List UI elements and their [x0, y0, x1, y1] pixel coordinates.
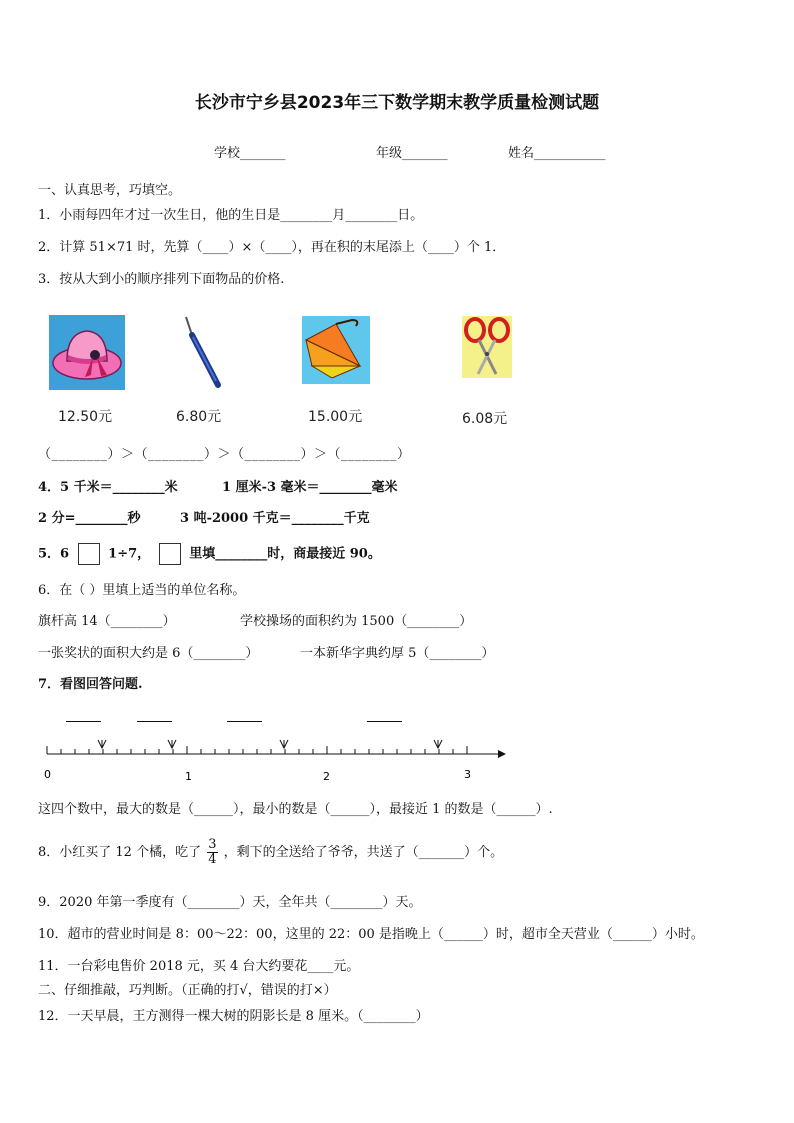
- question-9: 9．2020 年第一季度有（________）天，全年共（________）天。: [38, 895, 422, 910]
- question-6d: 一本新华字典约厚 5（________）: [300, 646, 495, 661]
- page-title: 长沙市宁乡县2023年三下数学期末教学质量检测试题: [194, 93, 600, 113]
- question-7: 7．看图回答问题.: [38, 677, 143, 692]
- question-1: 1．小雨每四年才过一次生日，他的生日是________月________日。: [38, 208, 424, 223]
- question-4b: 1 厘米-3 毫米＝________毫米: [222, 480, 398, 495]
- axis-label-0: 0: [44, 768, 51, 781]
- question-6: 6．在（ ）里填上适当的单位名称。: [38, 583, 246, 598]
- school-field: 学校_______: [214, 146, 286, 161]
- question-4c: 2 分=________秒: [38, 511, 141, 526]
- question-6b: 学校操场的面积约为 1500（________）: [240, 614, 473, 629]
- fraction-denominator: 4: [208, 852, 217, 867]
- fraction: [207, 838, 217, 867]
- answer-box: [159, 543, 181, 565]
- scissors-icon: [462, 316, 512, 378]
- pen-icon: [178, 313, 224, 389]
- blank-line: [137, 721, 172, 722]
- question-12: 12．一天早晨，王方测得一棵大树的阴影长是 8 厘米。（________）: [38, 1009, 429, 1024]
- section-1-heading: 一、认真思考，巧填空。: [38, 183, 182, 198]
- question-4a: 4．5 千米＝________米: [38, 480, 178, 495]
- blank-line: [66, 721, 101, 722]
- fraction-numerator: 3: [208, 837, 217, 852]
- question-5-part3: 里填________时，商最接近 90。: [189, 546, 381, 562]
- price-scissors: 6.08元: [462, 411, 508, 427]
- name-field: 姓名___________: [508, 146, 606, 161]
- answer-box: [78, 543, 100, 565]
- question-8-pre: 8．小红买了 12 个橘，吃了: [38, 845, 202, 860]
- question-4d: 3 吨-2000 千克＝________千克: [180, 511, 370, 526]
- question-8: [38, 838, 503, 867]
- axis-label-2: 2: [323, 770, 330, 783]
- question-11: 11．一台彩电售价 2018 元，买 4 台大约要花____元。: [38, 959, 360, 974]
- price-pen: 6.80元: [176, 409, 222, 425]
- question-6a: 旗杆高 14（________）: [38, 614, 176, 629]
- arrow-marker: [168, 740, 176, 748]
- question-5-part1: 5．6: [38, 546, 70, 562]
- blank-line: [227, 721, 262, 722]
- number-line: [40, 736, 510, 786]
- section-2-heading: 二、仔细推敲，巧判断。（正确的打√，错误的打×）: [38, 983, 337, 998]
- axis-label-3: 3: [464, 768, 471, 781]
- arrow-marker: [98, 740, 106, 748]
- price-hat: 12.50元: [58, 409, 113, 425]
- question-3: 3．按从大到小的顺序排列下面物品的价格.: [38, 272, 285, 287]
- question-2: 2．计算 51×71 时，先算（____）×（____），再在积的末尾添上（____）个 1．: [38, 240, 506, 255]
- question-5: [38, 543, 381, 565]
- blank-line: [367, 721, 402, 722]
- arrow-marker: [280, 740, 288, 748]
- arrow-marker: [434, 740, 442, 748]
- price-umbrella: 15.00元: [308, 409, 363, 425]
- umbrella-icon: [302, 316, 370, 384]
- order-line: （________）＞（________）＞（________）＞（________）: [38, 447, 411, 462]
- grade-field: 年级_______: [376, 146, 448, 161]
- question-5-part2: 1÷7，: [108, 546, 151, 562]
- axis-label-1: 1: [185, 770, 192, 783]
- question-6c: 一张奖状的面积大约是 6（________）: [38, 646, 259, 661]
- question-8-post: ，剩下的全送给了爷爷，共送了（_______）个。: [223, 845, 504, 860]
- question-10: 10．超市的营业时间是 8：00～22：00，这里的 22：00 是指晚上（______）时，超市全天营业（______）小时。: [38, 927, 704, 942]
- hat-icon: [49, 315, 125, 390]
- question-7-answers: 这四个数中，最大的数是（______），最小的数是（______），最接近 1 的数是（______）.: [38, 802, 553, 817]
